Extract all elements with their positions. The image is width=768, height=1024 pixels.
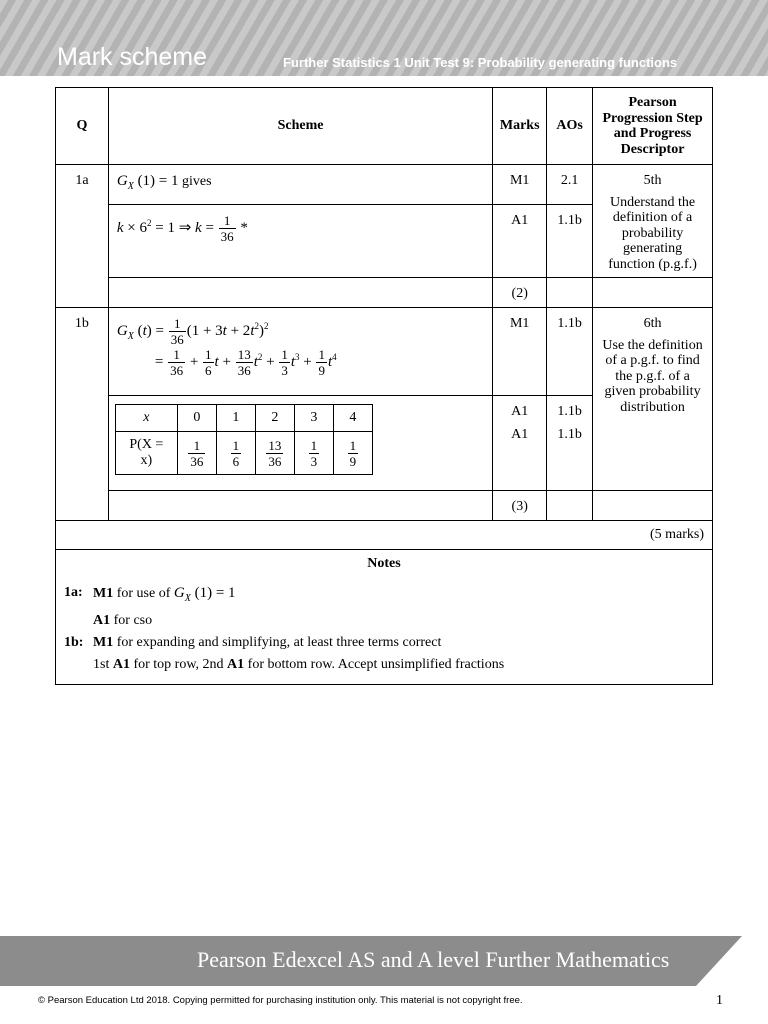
note-tag: 1a: (64, 585, 83, 600)
math-expression: = $\frac{1}{36}$ + $\frac{1}{6}$ t + $\frac{13}{36}$ $t^2$ + $\frac{1}{3}$ $t^3$ + $\frac{1}{9}$ $t^4$ (154, 347, 337, 378)
scheme-cell (108, 278, 492, 308)
header-q: Q (56, 88, 109, 165)
total-row (56, 521, 713, 550)
scheme-cell (108, 165, 492, 205)
distribution-table (115, 404, 373, 475)
header-aos: AOs (547, 88, 593, 165)
descriptor-text: Understand the definition of a probability generating function (p.g.f.) (608, 194, 697, 272)
scheme-cell (108, 205, 492, 278)
mark-code: A1 (493, 205, 547, 278)
progress-descriptor (593, 308, 713, 491)
note-tag: 1b: (64, 635, 84, 650)
header-scheme: Scheme (108, 88, 492, 165)
table-header-row (56, 88, 713, 165)
subtotal: (3) (493, 491, 547, 521)
math-expression: $G_X$ (1) = 1 (116, 173, 179, 192)
page-number: 1 (716, 993, 723, 1008)
page-subtitle: Further Statistics 1 Unit Test 9: Probability generating functions (283, 55, 678, 70)
scheme-cell (108, 396, 492, 491)
ao-code: 1.1b (557, 404, 582, 419)
x-value: 3 (294, 405, 333, 432)
table-row (56, 278, 713, 308)
note-text: for use of (116, 586, 171, 601)
question-label: 1a (56, 165, 109, 308)
page-title: Mark scheme (57, 43, 208, 71)
x-value: 2 (255, 405, 294, 432)
subtotal: (2) (493, 278, 547, 308)
mark-code: M1 (493, 165, 547, 205)
ao-code: 1.1b (557, 427, 582, 442)
question-label: 1b (56, 308, 109, 521)
math-expression: $k \times 6^2 = 1$ ⇒ k = $\frac{1}{36}$ * (116, 213, 248, 244)
note-text: for expanding and simplifying, at least three terms correct (116, 635, 442, 650)
scheme-cell (108, 491, 492, 521)
math-expression: $G_X$ (1) = 1 (173, 585, 236, 604)
note-mark: M1 (93, 635, 114, 650)
table-row (56, 491, 713, 521)
note-line (64, 632, 704, 654)
note-line (64, 610, 704, 632)
note-text: for bottom row. Accept unsimplified fractions (247, 657, 505, 672)
mark-code: M1 (493, 308, 547, 396)
mark-scheme-table (55, 87, 713, 685)
mark-code: A1 (511, 404, 529, 419)
table-row (56, 308, 713, 396)
notes-title: Notes (367, 556, 401, 571)
descriptor-text: Use the definition of a p.g.f. to find the p.g.f. of a given probability distribution (602, 337, 703, 415)
note-text: for top row, 2nd (133, 657, 224, 672)
total-marks: (5 marks) (56, 521, 713, 550)
p-value: $\frac{13}{36}$ (255, 432, 294, 475)
copyright-notice: © Pearson Education Ltd 2018. Copying permitted for purchasing institution only. This material is not copyright free. (38, 995, 523, 1006)
p-value: $\frac{1}{36}$ (177, 432, 216, 475)
note-text: 1st (93, 657, 110, 672)
distribution-x-row (115, 405, 372, 432)
note-mark: A1 (93, 613, 111, 628)
ao-code: 1.1b (547, 308, 593, 396)
note-mark: A1 (112, 657, 130, 672)
mark-code-group (493, 396, 547, 491)
math-expression: $G_X$ (t) = $\frac{1}{36}$ $(1 + 3t + 2t^2)^2$ (116, 316, 269, 347)
notes-section (56, 550, 713, 685)
table-row (56, 165, 713, 205)
note-mark: M1 (93, 586, 114, 601)
note-line (64, 582, 704, 610)
p-value: $\frac{1}{6}$ (216, 432, 255, 475)
p-value: $\frac{1}{9}$ (333, 432, 372, 475)
header-marks: Marks (493, 88, 547, 165)
ao-code: 2.1 (547, 165, 593, 205)
scheme-cell (108, 308, 492, 396)
progression-step: 5th (643, 173, 662, 188)
note-mark: A1 (227, 657, 245, 672)
header-ppd: Pearson Progression Step and Progress Descriptor (593, 88, 713, 165)
p-header: P(X = x) (115, 432, 177, 475)
footer-brand: Pearson Edexcel AS and A level Further Mathematics (197, 947, 670, 972)
ao-code-group (547, 396, 593, 491)
x-value: 1 (216, 405, 255, 432)
scheme-text: gives (182, 174, 212, 189)
distribution-p-row (115, 432, 372, 475)
note-text: for cso (113, 613, 153, 628)
mark-code: A1 (511, 427, 529, 442)
x-value: 0 (177, 405, 216, 432)
x-header: x (115, 405, 177, 432)
progression-step: 6th (643, 316, 662, 331)
p-value: $\frac{1}{3}$ (294, 432, 333, 475)
progress-descriptor (593, 165, 713, 278)
notes-row (56, 550, 713, 685)
ao-code: 1.1b (547, 205, 593, 278)
x-value: 4 (333, 405, 372, 432)
note-line (64, 654, 704, 676)
